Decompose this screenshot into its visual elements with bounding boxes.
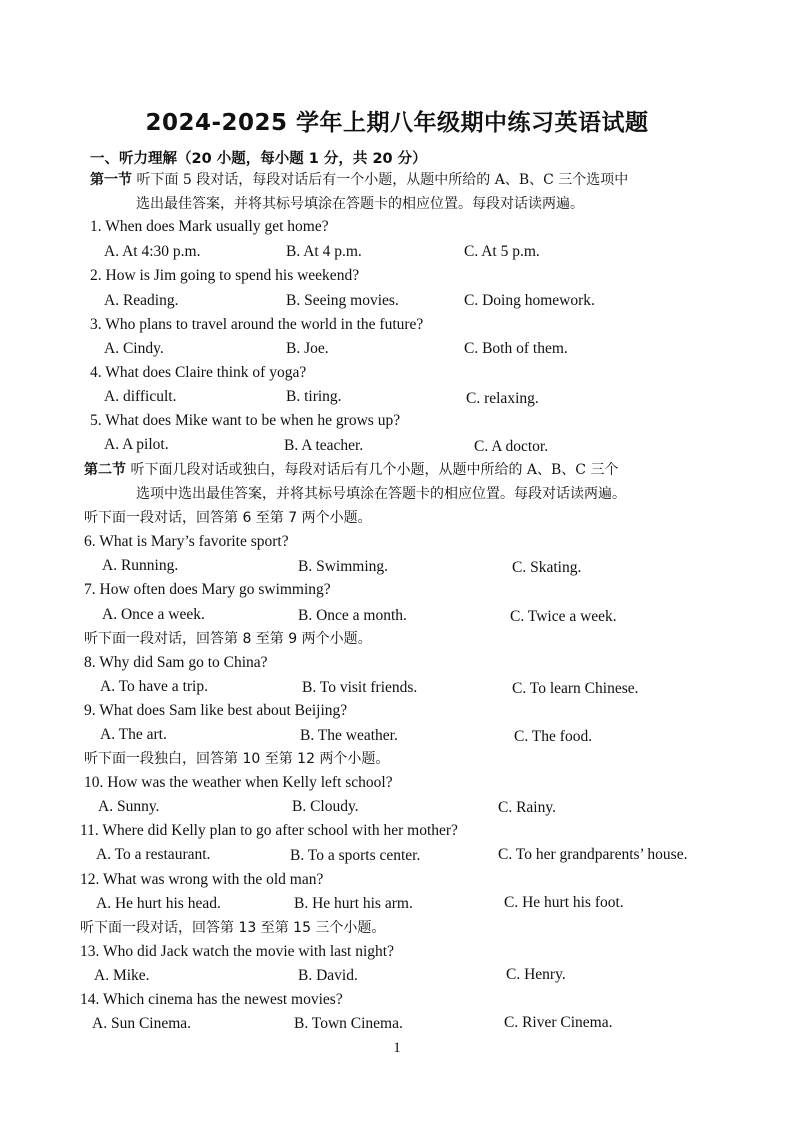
option-3b: B. Joe.	[286, 340, 329, 357]
instruction-q6-7: 听下面一段对话，回答第 6 至第 7 两个小题。	[84, 510, 372, 526]
option-9a: A. The art.	[100, 726, 167, 743]
option-8a: A. To have a trip.	[100, 678, 208, 695]
exam-title: 2024-2025 学年上期八年级期中练习英语试题	[145, 110, 649, 136]
option-12c: C. He hurt his foot.	[504, 894, 624, 911]
option-8b: B. To visit friends.	[302, 679, 418, 696]
option-6a: A. Running.	[102, 557, 179, 574]
part2-instructions	[84, 458, 626, 506]
option-14a: A. Sun Cinema.	[92, 1015, 192, 1032]
option-2c: C. Doing homework.	[464, 292, 595, 309]
question-12: 12. What was wrong with the old man?	[80, 871, 324, 888]
option-1a: A. At 4:30 p.m.	[104, 243, 201, 260]
question-5: 5. What does Mike want to be when he grows up?	[90, 412, 401, 429]
option-11b: B. To a sports center.	[290, 847, 421, 864]
question-13: 13. Who did Jack watch the movie with last night?	[80, 943, 394, 960]
option-11c: C. To her grandparents’ house.	[498, 846, 688, 863]
option-7b: B. Once a month.	[298, 607, 407, 624]
part1-instructions	[90, 168, 628, 216]
option-7a: A. Once a week.	[102, 606, 205, 623]
option-4a: A. difficult.	[104, 388, 177, 405]
part1-text2: 选出最佳答案，并将其标号填涂在答题卡的相应位置。每段对话读两遍。	[136, 196, 584, 212]
question-14: 14. Which cinema has the newest movies?	[80, 991, 343, 1008]
option-9c: C. The food.	[514, 728, 593, 745]
question-8: 8. Why did Sam go to China?	[84, 654, 268, 671]
option-14b: B. Town Cinema.	[294, 1015, 403, 1032]
instruction-q13-15: 听下面一段对话，回答第 13 至第 15 三个小题。	[80, 920, 386, 936]
option-13b: B. David.	[298, 967, 358, 984]
question-6: 6. What is Mary’s favorite sport?	[84, 533, 289, 550]
option-1c: C. At 5 p.m.	[464, 243, 540, 260]
option-10c: C. Rainy.	[498, 799, 556, 816]
option-6b: B. Swimming.	[298, 558, 389, 575]
instruction-q8-9: 听下面一段对话，回答第 8 至第 9 两个小题。	[84, 631, 372, 647]
page-number: 1	[393, 1040, 401, 1056]
question-3: 3. Who plans to travel around the world in the future?	[90, 316, 424, 333]
question-1: 1. When does Mark usually get home?	[90, 218, 329, 235]
option-1b: B. At 4 p.m.	[286, 243, 362, 260]
option-7c: C. Twice a week.	[510, 608, 617, 625]
option-10a: A. Sunny.	[98, 798, 160, 815]
option-11a: A. To a restaurant.	[96, 846, 211, 863]
question-7: 7. How often does Mary go swimming?	[84, 581, 331, 598]
option-4c: C. relaxing.	[466, 390, 539, 407]
option-6c: C. Skating.	[512, 559, 582, 576]
instruction-q10-12: 听下面一段独白，回答第 10 至第 12 两个小题。	[84, 751, 390, 767]
question-11: 11. Where did Kelly plan to go after school with her mother?	[80, 822, 458, 839]
question-10: 10. How was the weather when Kelly left school?	[84, 774, 393, 791]
option-3a: A. Cindy.	[104, 340, 164, 357]
part2-text1: 听下面几段对话或独白，每段对话后有几个小题，从题中所给的 A、B、C 三个	[130, 462, 619, 478]
option-10b: B. Cloudy.	[292, 798, 359, 815]
section-heading-listening: 一、听力理解（20 小题，每小题 1 分，共 20 分）	[90, 151, 427, 167]
option-8c: C. To learn Chinese.	[512, 680, 639, 697]
option-5c: C. A doctor.	[474, 438, 549, 455]
option-13a: A. Mike.	[94, 967, 150, 984]
question-9: 9. What does Sam like best about Beijing?	[84, 702, 348, 719]
part2-text2: 选项中选出最佳答案，并将其标号填涂在答题卡的相应位置。每段对话读两遍。	[136, 486, 626, 502]
option-2b: B. Seeing movies.	[286, 292, 399, 309]
option-12a: A. He hurt his head.	[96, 895, 221, 912]
part1-label: 第一节	[90, 172, 132, 188]
option-3c: C. Both of them.	[464, 340, 568, 357]
part2-label: 第二节	[84, 462, 126, 478]
question-2: 2. How is Jim going to spend his weekend?	[90, 267, 360, 284]
option-12b: B. He hurt his arm.	[294, 895, 413, 912]
question-4: 4. What does Claire think of yoga?	[90, 364, 307, 381]
option-5a: A. A pilot.	[104, 436, 169, 453]
option-2a: A. Reading.	[104, 292, 179, 309]
option-13c: C. Henry.	[506, 966, 566, 983]
part1-text1: 听下面 5 段对话，每段对话后有一个小题，从题中所给的 A、B、C 三个选项中	[136, 172, 629, 188]
option-14c: C. River Cinema.	[504, 1014, 613, 1031]
option-9b: B. The weather.	[300, 727, 398, 744]
option-5b: B. A teacher.	[284, 437, 364, 454]
option-4b: B. tiring.	[286, 388, 342, 405]
